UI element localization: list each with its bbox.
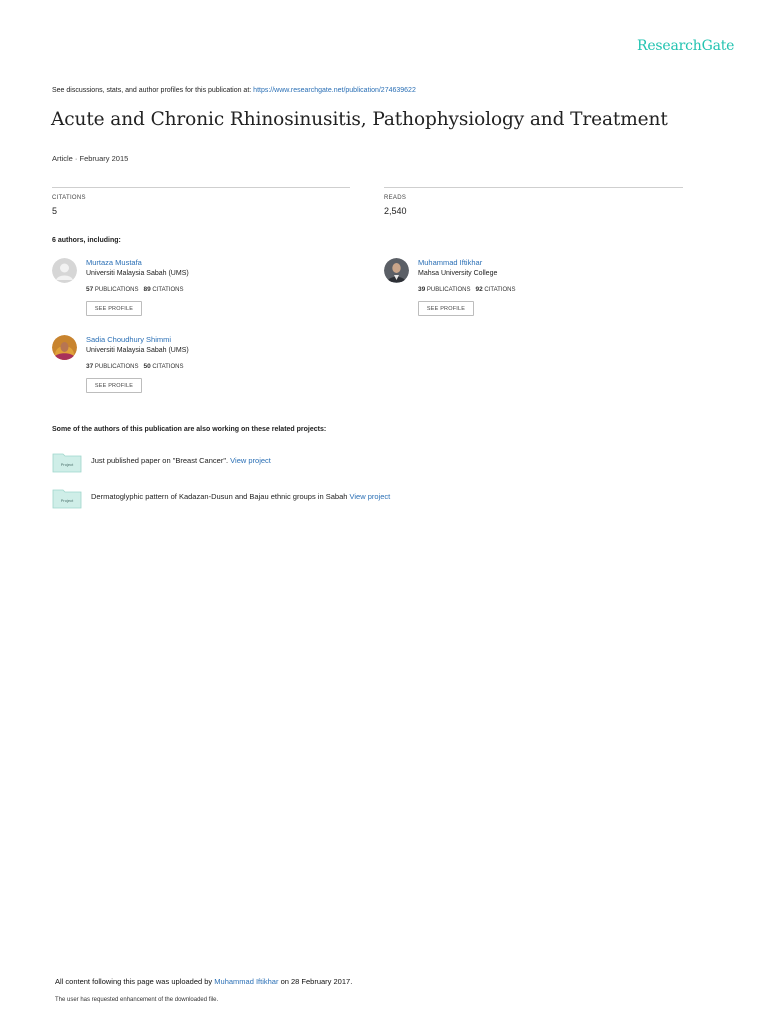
see-profile-button[interactable]: SEE PROFILE xyxy=(86,378,142,393)
publication-url-link[interactable]: https://www.researchgate.net/publication/274639622 xyxy=(253,87,416,94)
publication-title: Acute and Chronic Rhinosinusitis, Pathophysiology and Treatment xyxy=(51,109,668,130)
author-institution: Mahsa University College xyxy=(418,270,498,277)
see-profile-button[interactable]: SEE PROFILE xyxy=(86,301,142,316)
author-stats xyxy=(86,363,184,370)
citations-count: 50 xyxy=(143,363,151,370)
footer-suffix: on 28 February 2017. xyxy=(278,977,353,986)
project-icon-label: Project xyxy=(60,498,74,503)
author-stats xyxy=(86,286,184,293)
project-text: Dermatoglyphic pattern of Kadazan-Dusun and Bajau ethnic groups in Sabah xyxy=(91,492,350,501)
citations-count: 89 xyxy=(143,286,151,293)
publications-label: PUBLICATIONS xyxy=(94,287,139,293)
related-projects-heading: Some of the authors of this publication are also working on these related projects: xyxy=(52,426,327,433)
author-name-link[interactable]: Murtaza Mustafa xyxy=(86,258,142,267)
citations-count: 92 xyxy=(475,286,483,293)
see-profile-button[interactable]: SEE PROFILE xyxy=(418,301,474,316)
publications-label: PUBLICATIONS xyxy=(94,364,139,370)
footer-prefix: All content following this page was uploaded by xyxy=(55,977,215,986)
enhancement-note: The user has requested enhancement of the downloaded file. xyxy=(55,997,219,1003)
uploader-link[interactable]: Muhammad Iftikhar xyxy=(214,977,279,986)
discussion-line xyxy=(52,87,416,94)
reads-value: 2,540 xyxy=(384,206,407,216)
project-text: Just published paper on "Breast Cancer". xyxy=(91,456,231,465)
authors-heading: 6 authors, including: xyxy=(52,237,121,244)
project-folder-icon xyxy=(52,487,82,509)
upload-footer xyxy=(55,977,352,986)
author-card xyxy=(384,258,664,328)
divider-reads xyxy=(384,187,683,188)
author-card xyxy=(52,335,332,405)
publications-count: 57 xyxy=(86,286,94,293)
project-item xyxy=(52,487,552,511)
citations-label: CITATIONS xyxy=(152,287,184,293)
citations-value: 5 xyxy=(52,206,58,216)
reads-label: READS xyxy=(384,195,407,201)
view-project-link[interactable]: View project xyxy=(349,492,391,501)
author-stats xyxy=(418,286,516,293)
publications-label: PUBLICATIONS xyxy=(426,287,471,293)
avatar-placeholder-icon[interactable] xyxy=(52,258,77,283)
project-icon-label: Project xyxy=(60,462,74,467)
discussion-prefix: See discussions, stats, and author profiles for this publication at: xyxy=(52,87,254,94)
researchgate-logo[interactable]: ResearchGate xyxy=(637,38,735,54)
author-institution: Universiti Malaysia Sabah (UMS) xyxy=(86,347,189,354)
publications-count: 37 xyxy=(86,363,94,370)
citations-label: CITATIONS xyxy=(484,287,516,293)
view-project-link[interactable]: View project xyxy=(230,456,271,465)
publications-count: 39 xyxy=(418,286,426,293)
citations-label: CITATIONS xyxy=(152,364,184,370)
author-institution: Universiti Malaysia Sabah (UMS) xyxy=(86,270,189,277)
author-photo-icon[interactable] xyxy=(52,335,77,360)
project-description xyxy=(91,456,271,465)
author-card xyxy=(52,258,332,328)
author-photo-icon[interactable] xyxy=(384,258,409,283)
project-item xyxy=(52,451,552,475)
publication-meta: Article · February 2015 xyxy=(52,154,129,163)
divider-citations xyxy=(52,187,350,188)
author-name-link[interactable]: Muhammad Iftikhar xyxy=(418,258,483,267)
citations-label: CITATIONS xyxy=(52,195,86,201)
project-folder-icon xyxy=(52,451,82,473)
project-description xyxy=(91,492,390,501)
author-name-link[interactable]: Sadia Choudhury Shimmi xyxy=(86,335,172,344)
